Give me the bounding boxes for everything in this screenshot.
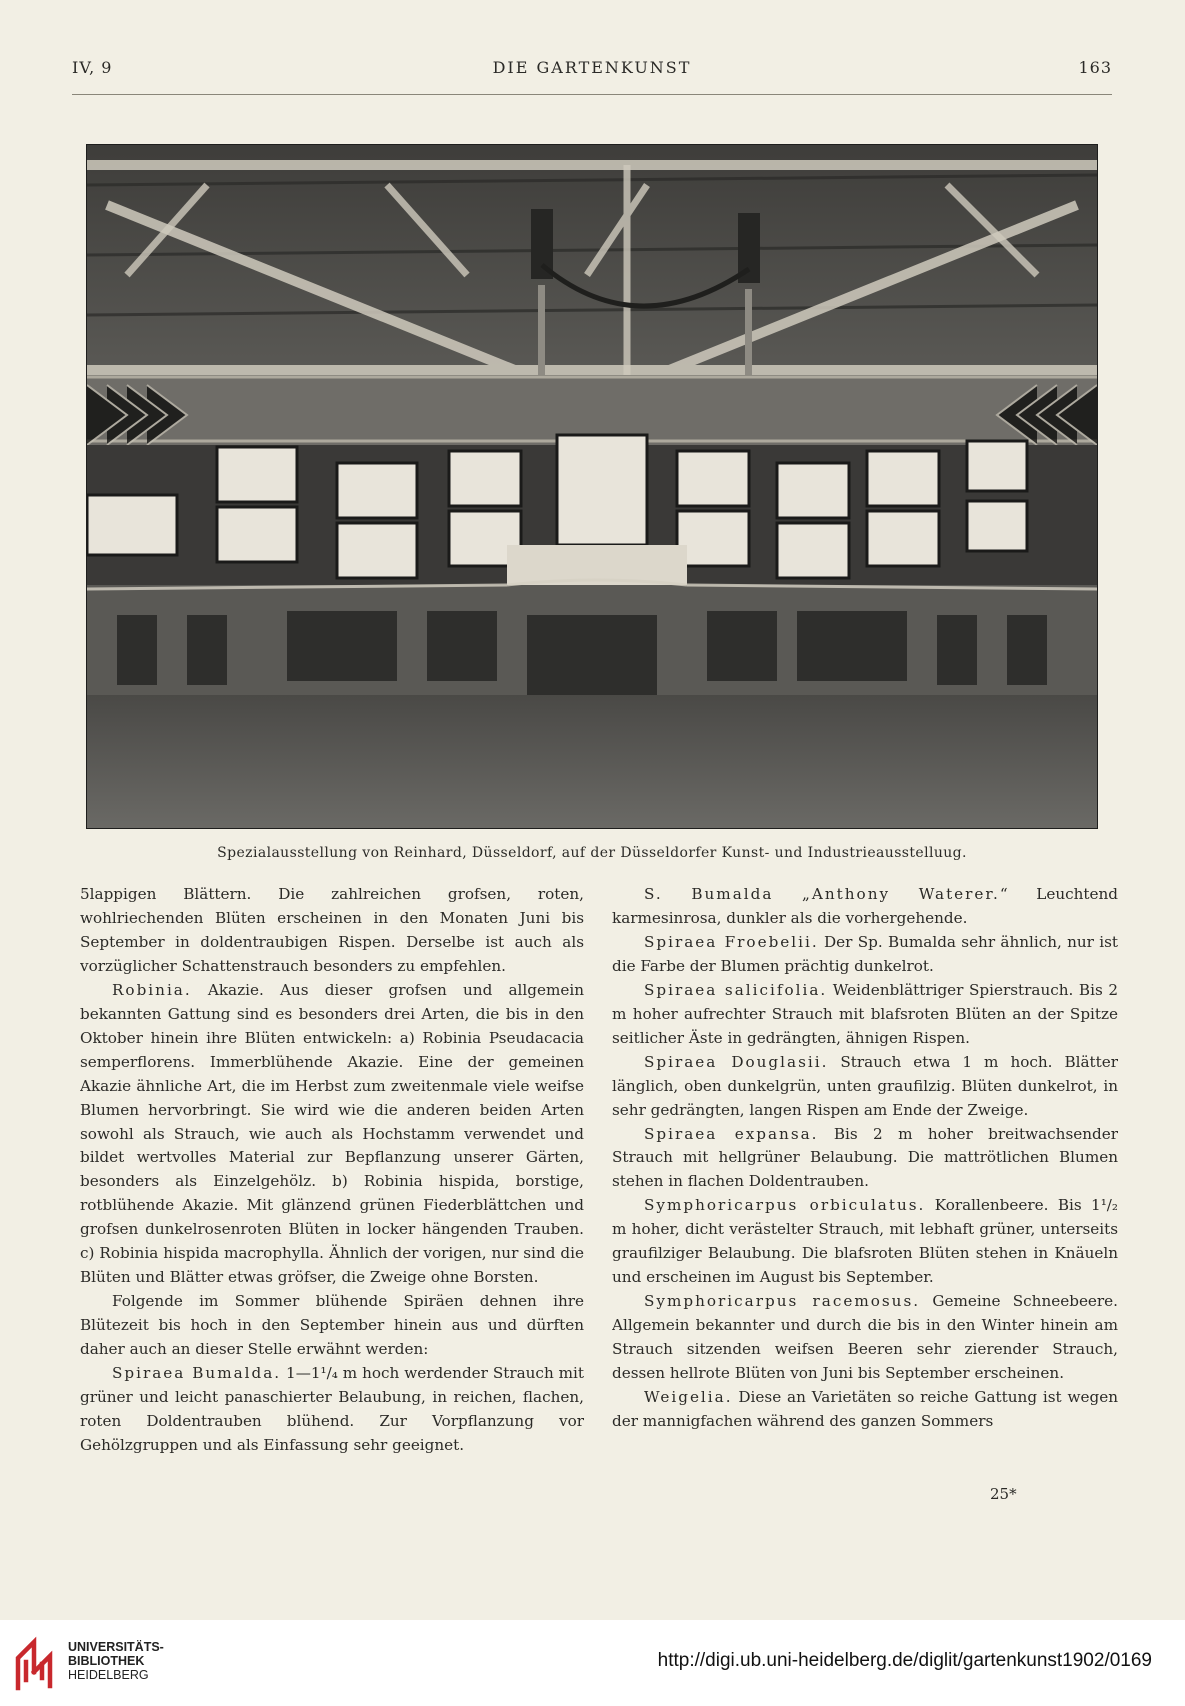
- paragraph: Spiraea Froebelii. Der Sp. Bumalda sehr ähnlich, nur ist die Farbe der Blumen prächtig dunkelrot.: [612, 932, 1118, 975]
- species-name: Robinia.: [112, 980, 192, 999]
- paragraph: 5lappigen Blättern. Die zahlreichen grofsen, roten, wohlriechenden Blüten erscheinen in den Monaten Juni bis September in doldentraubigen Rispen. Derselbe ist auch als vorzüglicher Schattenstrauch besonders zu empfehlen.: [80, 885, 584, 975]
- journal-title: DIE GARTENKUNST: [492, 58, 692, 77]
- paragraph: Spiraea expansa. Bis 2 m hoher breitwachsender Strauch mit hellgrüner Belaubung. Die mattrötlichen Blumen stehen in flachen Doldentrauben.: [612, 1124, 1118, 1191]
- species-name: Symphoricarpus racemosus.: [644, 1292, 921, 1311]
- source-url-link[interactable]: http://digi.ub.uni-heidelberg.de/diglit/gartenkunst1902/0169: [657, 1650, 1152, 1671]
- library-name: UNIVERSITÄTS- BIBLIOTHEK HEIDELBERG: [68, 1640, 164, 1682]
- paragraph: Symphoricarpus orbiculatus. Korallenbeere. Bis 1¹/₂ m hoher, dicht verästelter Strauch, mit lebhaft grüner, unterseits graufilziger Belaubung. Die blafsroten Blüten stehen in Knäueln und erscheinen im August bis September.: [612, 1196, 1118, 1287]
- paragraph: Spiraea Bumalda. 1—1¹/₄ m hoch werdender Strauch mit grüner und leicht panaschierter Belaubung, in reichen, flachen, roten Doldentrauben blühend. Zur Vorpflanzung vor Gehölzgruppen und als Einfassung sehr geeignet.: [80, 1364, 584, 1454]
- exhibition-photograph: [86, 144, 1098, 829]
- paragraph: Spiraea Douglasii. Strauch etwa 1 m hoch. Blätter länglich, oben dunkelgrün, unten graufilzig. Blüten dunkelrot, in sehr gedrängten, langen Rispen am Ende der Zweige.: [612, 1052, 1118, 1119]
- photo-illustration: [87, 145, 1097, 828]
- species-name: Spiraea Froebelii.: [644, 932, 819, 951]
- species-name: Spiraea expansa.: [644, 1124, 819, 1143]
- species-name: Spiraea Douglasii.: [644, 1052, 829, 1071]
- paragraph: Weigelia. Diese an Varietäten so reiche Gattung ist wegen der mannigfachen während des ganzen Sommers: [612, 1388, 1118, 1430]
- header-rule: [72, 94, 1112, 95]
- left-text-column: [80, 883, 584, 1493]
- paragraph: Symphoricarpus racemosus. Gemeine Schneebeere. Allgemein bekannter und durch die bis in den Winter hinein am Strauch sitzenden weifsen Beeren sehr zierender Strauch, dessen hellrote Blüten von Juni bis September erscheinen.: [612, 1292, 1118, 1383]
- figure-caption: Spezialausstellung von Reinhard, Düsseldorf, auf der Düsseldorfer Kunst- und Industrieausstelluug.: [217, 845, 967, 861]
- running-header: [72, 58, 1112, 82]
- page-number: 163: [1078, 58, 1112, 77]
- sheet-signature: 25*: [990, 1485, 1017, 1503]
- paragraph: Folgende im Sommer blühende Spiräen dehnen ihre Blütezeit bis hoch in den September hinein aus und dürften daher auch an dieser Stelle erwähnt werden:: [80, 1292, 584, 1359]
- right-text-column: [612, 883, 1118, 1493]
- volume-issue: IV, 9: [72, 58, 113, 77]
- library-logo-icon: [12, 1632, 68, 1694]
- paragraph: S. Bumalda „Anthony Waterer.“ Leuchtend karmesinrosa, dunkler als die vorhergehende.: [612, 885, 1118, 927]
- species-name: Symphoricarpus orbiculatus.: [644, 1196, 926, 1215]
- footer-bar: [0, 1620, 1185, 1706]
- paragraph: Spiraea salicifolia. Weidenblättriger Spierstrauch. Bis 2 m hoher aufrechter Strauch mit blafsroten Blüten an der Spitze seitlicher Äste in gedrängten, ähnigen Rispen.: [612, 980, 1118, 1047]
- species-name: Spiraea Bumalda.: [112, 1364, 282, 1383]
- paragraph: Robinia. Akazie. Aus dieser grofsen und allgemein bekannten Gattung sind es besonders drei Arten, die bis in den Oktober hinein ihre Blüten entwickeln: a) Robinia Pseudacacia semperflorens. Immerblühende Akazie. Eine der gemeinen Akazie ähnliche Art, die im Herbst zum zweitenmale viele weifse Blumen hervorbringt. Sie wird wie die anderen beiden Arten sowohl als Strauch, wie auch als Hochstamm verwendet und bildet wertvolles Material zur Bepflanzung unserer Gärten, besonders als Einzelgehölz. b) Robinia hispida, borstige, rotblühende Akazie. Mit glänzend grünen Fiederblättchen und grofsen dunkelrosenroten Blüten in locker hängenden Trauben. c) Robinia hispida macrophylla. Ähnlich der vorigen, nur sind die Blüten und Blätter etwas gröfser, die Zweige ohne Borsten.: [80, 980, 584, 1287]
- species-name: Spiraea salicifolia.: [644, 980, 828, 999]
- species-name: S. Bumalda „Anthony Waterer.“: [644, 885, 1010, 903]
- species-name: Weigelia.: [644, 1388, 733, 1407]
